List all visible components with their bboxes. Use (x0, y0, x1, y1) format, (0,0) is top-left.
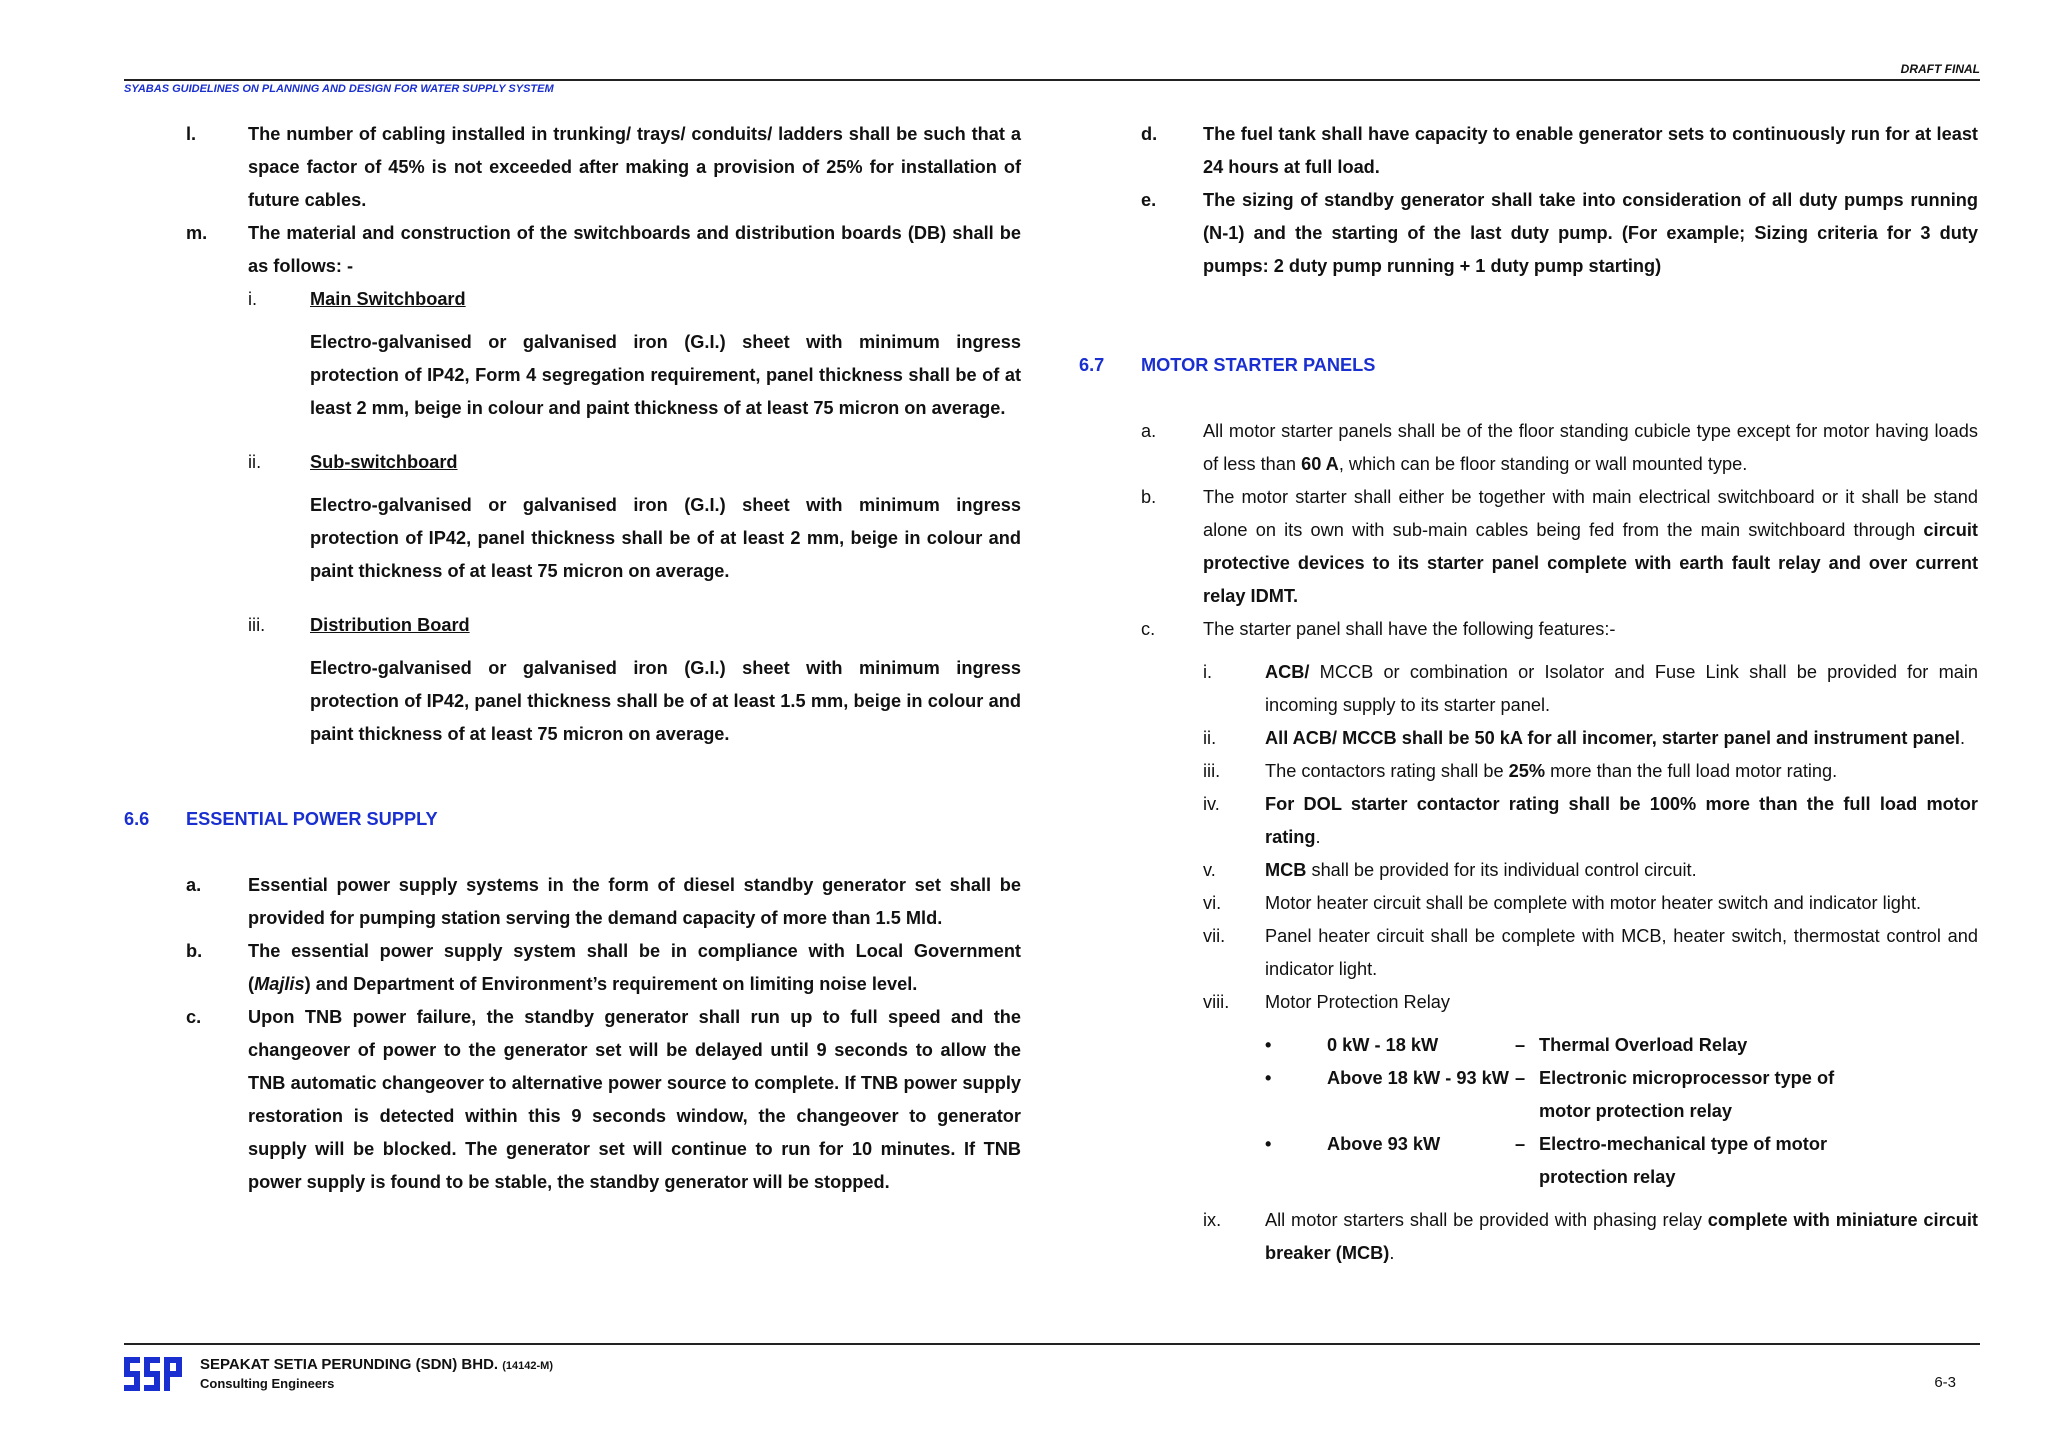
sub-heading-text: Main Switchboard (310, 289, 466, 309)
relay-dash: – (1515, 1068, 1526, 1088)
list-marker: ix. (1203, 1210, 1222, 1230)
list-text: The sizing of standby generator shall take into consideration of all duty pumps running (N-1) and the starting of the last duty pump. (For example; Sizing criteria for 3 duty pumps: 2 duty pump running + 1 duty pump starting) (1203, 190, 1978, 276)
relay-list (1079, 1029, 1978, 1194)
relay-dash: – (1515, 1134, 1526, 1154)
relay-type: Electro-mechanical type of motor protection relay (1539, 1134, 1828, 1187)
list-text: For DOL starter contactor rating shall be 100% more than the full load motor rating. (1265, 794, 1978, 847)
list-marker: a. (1141, 421, 1157, 441)
list-text: The starter panel shall have the following features:- (1203, 619, 1616, 639)
company-logo-icon (124, 1357, 182, 1391)
feature-item-i (1079, 656, 1978, 722)
company-subtitle: Consulting Engineers (200, 1376, 335, 1391)
list-marker: viii. (1203, 992, 1230, 1012)
page-number: 6-3 (1934, 1374, 1956, 1391)
list-item-l (124, 118, 1021, 217)
list-item-d (1079, 118, 1978, 184)
list-marker: v. (1203, 860, 1216, 880)
list-marker: ii. (1203, 728, 1217, 748)
section-number: 6.7 (1079, 355, 1105, 375)
distribution-board-spec: Electro-galvanised or galvanised iron (G.I.) sheet with minimum ingress protection of IP42, panel thickness shall be of at least 1.5 mm, beige in colour and paint thickness of at least 75 micron on average. (310, 658, 1021, 744)
list-item-6-6-a (124, 869, 1021, 935)
feature-item-v (1079, 854, 1978, 887)
list-marker: d. (1141, 124, 1158, 144)
list-text: All ACB/ MCCB shall be 50 kA for all incomer, starter panel and instrument panel. (1265, 728, 1966, 748)
list-marker: c. (1141, 619, 1156, 639)
list-text: The material and construction of the switchboards and distribution boards (DB) shall be as follows: - (248, 223, 1021, 276)
feature-item-ii (1079, 722, 1978, 755)
list-text: Essential power supply systems in the form of diesel standby generator set shall be provided for pumping station serving the demand capacity of more than 1.5 Mld. (248, 875, 1021, 928)
feature-item-vii (1079, 920, 1978, 986)
relay-dash: – (1515, 1035, 1526, 1055)
draft-status: DRAFT FINAL (1900, 62, 1980, 76)
list-text: The motor starter shall either be together with main electrical switchboard or it shall be stand alone on its own with sub-main cables being fed from the main switchboard through circuit protective devices to its starter panel complete with earth fault relay and over current relay IDMT. (1203, 487, 1978, 606)
section-title: ESSENTIAL POWER SUPPLY (186, 809, 438, 829)
company-name: SEPAKAT SETIA PERUNDING (SDN) BHD. (14142-M) (200, 1356, 553, 1373)
section-heading-6-7 (1079, 349, 1978, 382)
list-text: Upon TNB power failure, the standby generator shall run up to full speed and the changeover of power to the generator set will be delayed until 9 seconds to allow the TNB automatic changeover to alternative power source to complete. If TNB power supply restoration is detected within this 9 seconds window, the changeover to generator supply will be blocked. The generator set will continue to run for 10 minutes. If TNB power supply is found to be stable, the standby generator will be stopped. (248, 1007, 1021, 1192)
list-item-m (124, 217, 1021, 283)
sub-heading-distribution-board (124, 609, 1021, 642)
list-text: All motor starter panels shall be of the floor standing cubicle type except for motor having loads of less than 60 A, which can be floor standing or wall mounted type. (1203, 421, 1978, 474)
section-heading-6-6 (124, 803, 1021, 836)
list-text: ACB/ MCCB or combination or Isolator and Fuse Link shall be provided for main incoming supply to its starter panel. (1265, 662, 1978, 715)
relay-range: Above 93 kW (1327, 1134, 1441, 1154)
list-marker: b. (1141, 487, 1157, 507)
feature-item-vi (1079, 887, 1978, 920)
list-item-6-7-a (1079, 415, 1978, 481)
feature-item-viii (1079, 986, 1978, 1019)
list-marker: vii. (1203, 926, 1226, 946)
list-text: Panel heater circuit shall be complete with MCB, heater switch, thermostat control and indicator light. (1265, 926, 1978, 979)
list-text: All motor starters shall be provided with phasing relay complete with miniature circuit breaker (MCB). (1265, 1210, 1978, 1263)
list-marker: iii. (248, 615, 266, 635)
relay-type: Thermal Overload Relay (1539, 1035, 1748, 1055)
list-marker: vi. (1203, 893, 1222, 913)
document-title: SYABAS GUIDELINES ON PLANNING AND DESIGN FOR WATER SUPPLY SYSTEM (124, 83, 554, 95)
footer-rule (124, 1343, 1980, 1345)
sub-heading-text: Distribution Board (310, 615, 470, 635)
list-marker: iii. (1203, 761, 1221, 781)
main-switchboard-spec: Electro-galvanised or galvanised iron (G.I.) sheet with minimum ingress protection of IP42, Form 4 segregation requirement, panel thickness shall be of at least 2 mm, beige in colour and paint thickness of at least 75 micron on average. (310, 332, 1021, 418)
feature-item-iii (1079, 755, 1978, 788)
company-reg-number: (14142-M) (502, 1360, 553, 1372)
left-column (124, 118, 1021, 1199)
bullet-icon: • (1265, 1068, 1272, 1088)
list-text: The essential power supply system shall be in compliance with Local Government (Majlis) and Department of Environment’s requirement on limiting noise level. (248, 941, 1021, 994)
list-marker: b. (186, 941, 203, 961)
relay-range: Above 18 kW - 93 kW (1327, 1068, 1509, 1088)
list-item-6-7-b (1079, 481, 1978, 613)
list-marker: iv. (1203, 794, 1220, 814)
feature-item-iv (1079, 788, 1978, 854)
sub-heading-text: Sub-switchboard (310, 452, 458, 472)
section-number: 6.6 (124, 809, 150, 829)
list-text: The number of cabling installed in trunking/ trays/ conduits/ ladders shall be such that a space factor of 45% is not exceeded after making a provision of 25% for installation of future cables. (248, 124, 1021, 210)
relay-row (1265, 1128, 1978, 1194)
list-marker: a. (186, 875, 202, 895)
list-text: MCB shall be provided for its individual control circuit. (1265, 860, 1697, 880)
header-rule (124, 79, 1980, 81)
relay-range: 0 kW - 18 kW (1327, 1035, 1439, 1055)
sub-switchboard-spec: Electro-galvanised or galvanised iron (G.I.) sheet with minimum ingress protection of IP42, panel thickness shall be of at least 2 mm, beige in colour and paint thickness of at least 75 micron on average. (310, 495, 1021, 581)
feature-item-ix (1079, 1204, 1978, 1270)
list-item-6-6-b (124, 935, 1021, 1001)
sub-heading-main-switchboard (124, 283, 1021, 316)
bullet-icon: • (1265, 1035, 1272, 1055)
section-title: MOTOR STARTER PANELS (1141, 355, 1376, 375)
list-marker: ii. (248, 452, 262, 472)
list-text: Motor heater circuit shall be complete with motor heater switch and indicator light. (1265, 893, 1922, 913)
list-marker: m. (186, 223, 208, 243)
list-item-e (1079, 184, 1978, 283)
list-marker: i. (1203, 662, 1213, 682)
list-item-6-6-c (124, 1001, 1021, 1199)
list-text: Motor Protection Relay (1265, 992, 1450, 1012)
relay-row (1265, 1062, 1978, 1128)
relay-row (1265, 1029, 1978, 1062)
sub-heading-sub-switchboard (124, 446, 1021, 479)
relay-type: Electronic microprocessor type of motor protection relay (1539, 1068, 1835, 1121)
list-text: The contactors rating shall be 25% more than the full load motor rating. (1265, 761, 1838, 781)
list-marker: c. (186, 1007, 202, 1027)
right-column (1079, 118, 1978, 1270)
list-marker: i. (248, 289, 258, 309)
bullet-icon: • (1265, 1134, 1272, 1154)
list-item-6-7-c (1079, 613, 1978, 646)
list-text: The fuel tank shall have capacity to enable generator sets to continuously run for at least 24 hours at full load. (1203, 124, 1978, 177)
list-marker: l. (186, 124, 197, 144)
list-marker: e. (1141, 190, 1157, 210)
